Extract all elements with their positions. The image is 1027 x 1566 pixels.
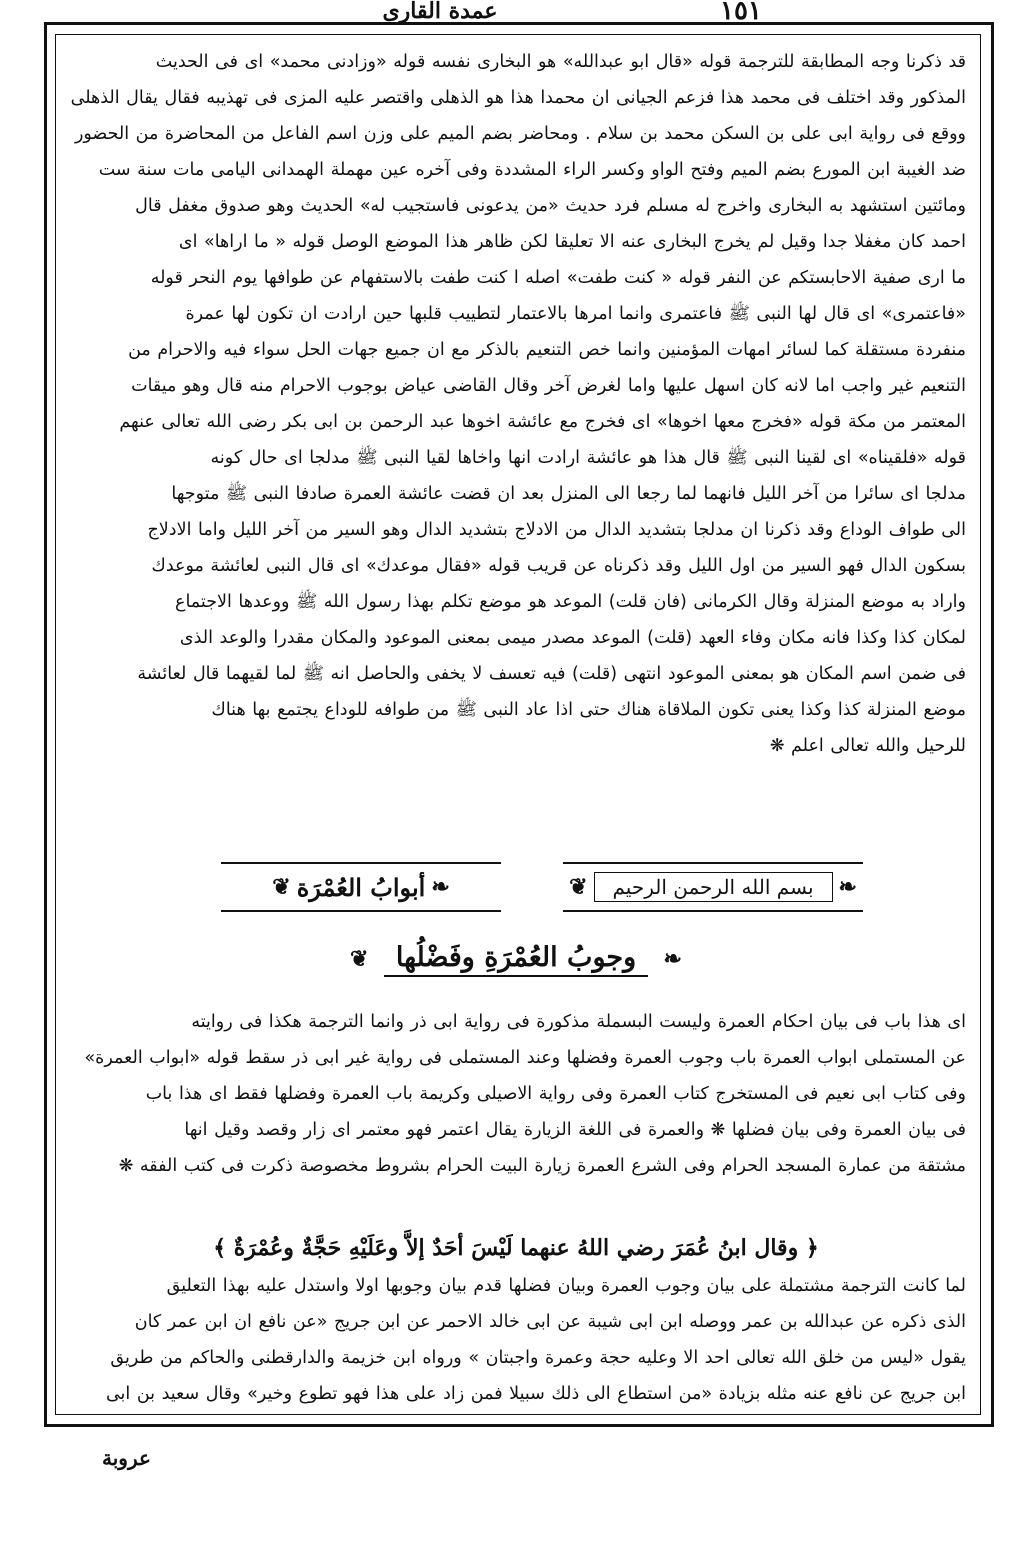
text-line: بسكون الدال فهو السير من اول الليل وقد ذكرناه عن قريب قوله «فقال موعدك» اى قال النبى لعائشة موعدك xyxy=(151,556,966,576)
text-line: مشتقة من عمارة المسجد الحرام وفى الشرع العمرة زيارة البيت الحرام بشروط مخصوصة ذكرت فى كتب الفقه ❋ xyxy=(118,1156,966,1176)
text-line: فى ضمن اسم المكان هو بمعنى الموعود انتهى (قلت) فيه تعسف لا يخفى والحاصل انه ﷺ لما لقيهما قال لعائشة xyxy=(137,664,966,684)
text-line: قد ذكرنا وجه المطابقة للترجمة قوله «قال ابو عبدالله» هو البخارى نفسه قوله «وزادنى محمد» اى فى الحديث xyxy=(155,52,966,72)
book-title: أبوابُ العُمْرَة xyxy=(296,872,426,902)
chapter-heading xyxy=(66,930,966,986)
ornament-icon: ❦ xyxy=(569,874,588,900)
text-line: «فاعتمرى» اى قال لها النبى ﷺ فاعتمرى وانما امرها بالاعتمار لتطييب قلبها حين ارادت ان تكون لها عمرة xyxy=(185,304,966,324)
ornament-icon: ❧ xyxy=(431,874,450,900)
text-line: المعتمر من مكة قوله «فخرج معها اخوها» اى فخرج مع عائشة اخوها عبد الرحمن بن ابى بكر رضى الله تعالى عنهم xyxy=(119,412,966,432)
text-line: فى بيان العمرة وفى بيان فضلها ❋ والعمرة فى اللغة الزيارة يقال اعتمر فهو معتمر اى زار وقصد وقيل انها xyxy=(184,1120,966,1140)
basmala-banner xyxy=(563,862,863,912)
text-line: التنعيم غير واجب اما لانه كان اسهل عليها واما لغرض آخر وقال القاضى عياض بوجوب الاحرام منه قال وهو ميقات xyxy=(131,376,966,396)
commentary-block-2 xyxy=(66,1004,966,1184)
page-number: ١٥١ xyxy=(720,0,762,26)
ornament-icon: ❦ xyxy=(272,874,291,900)
commentary-block-1 xyxy=(66,44,966,764)
ornament-icon: ❧ xyxy=(663,946,682,972)
text-line: احمد كان مغفلا جدا وقيل لم يخرج البخارى عنه الا تعليقا لكن ظاهر هذا الموضع الوصل قوله « ما اراها» اى xyxy=(178,232,966,252)
text-line: وفى كتاب ابى نعيم فى المستخرج كتاب العمرة وفى رواية الاصيلى وكريمة باب العمرة وفضلها فقط اى هذا باب xyxy=(145,1084,966,1104)
basmala-text: بسم الله الرحمن الرحيم xyxy=(594,872,833,902)
text-line: ووقع فى رواية ابى على بن السكن محمد بن سلام . ومحاضر بضم الميم على وزن اسم الفاعل من المحاضرة من الحضور xyxy=(74,124,966,144)
quoted-narration: ﴿ وقال ابنُ عُمَرَ رضي اللهُ عنهما لَيْسَ أحَدٌ إلاَّ وعَلَيْهِ حَجَّةٌ وعُمْرَةٌ ﴾ xyxy=(213,1235,819,1261)
text-line: عن المستملى ابواب العمرة باب وجوب العمرة وفضلها وعند المستملى فى رواية غير ابى ذر سقط قوله «ابواب العمرة» xyxy=(84,1048,966,1068)
section-banners xyxy=(66,862,966,912)
text-line: موضع المنزلة كذا وكذا يعنى تكون الملاقاة هناك حتى اذا عاد النبى ﷺ من طوافه للوداع يجتمع بها هناك xyxy=(211,700,966,720)
text-line: واراد به موضع المنزلة وقال الكرمانى (فان قلت) الموعد هو موضع تكلم بهذا رسول الله ﷺ ووعدها الاجتماع xyxy=(175,592,966,612)
text-line: ومائتين استشهد به البخارى واخرج له مسلم فرد حديث «من يدعونى فاستجيب له» الحديث وهو صدوق مغفل قال xyxy=(135,196,966,216)
text-line: لمكان كذا وكذا فانه مكان وفاء العهد (قلت) الموعد مصدر ميمى بمعنى الموعود والمكان مقدرا والوعد الذى xyxy=(179,628,966,648)
chapter-title: وجوبُ العُمْرَةِ وفَضْلُها xyxy=(384,942,648,977)
text-line: اى هذا باب فى بيان احكام العمرة وليست البسملة مذكورة فى رواية ابى ذر وانما الترجمة هكذا فى روايته xyxy=(191,1012,966,1032)
ornament-icon: ❧ xyxy=(838,874,857,900)
text-line: مدلجا اى سائرا من آخر الليل فانهما لما رجعا الى المنزل بعد ان قضت عائشة العمرة صادفا النبى ﷺ متوجها xyxy=(171,484,966,504)
ornament-icon: ❦ xyxy=(350,946,369,972)
text-line: ضد الغيبة ابن المورع بضم الميم وفتح الواو وكسر الراء المشددة وفى آخره عين مهملة الهمدانى اليامى مات سنة ست xyxy=(98,160,966,180)
text-line: ابن جريج عن نافع عنه مثله بزيادة «من استطاع الى ذلك سبيلا فمن زاد على هذا فهو تطوع وخير» وقال سعيد بن ابى xyxy=(105,1384,966,1404)
text-line: قوله «فلقيناه» اى لقينا النبى ﷺ قال هذا هو عائشة ارادت انها واخاها لقيا النبى ﷺ مدلجا اى حال كونه xyxy=(210,448,966,468)
text-line: الذى ذكره عن عبدالله بن عمر ووصله ابن ابى شيبة عن ابى خالد الاحمر عن ابن جريج «عن نافع ان ابن عمر كان xyxy=(134,1312,966,1332)
text-line: ما ارى صفية الاحابستكم عن النفر قوله « كنت طفت» اصله ا كنت طفت بالاستفهام عن طوافها يوم النحر قوله xyxy=(150,268,966,288)
text-line: منفردة مستقلة كما لسائر امهات المؤمنين وانما خص التنعيم بالذكر مع ان جميع جهات الحل سواء فيه والاحرام من xyxy=(128,340,966,360)
catchword: عروبة xyxy=(102,1446,151,1470)
abwab-banner xyxy=(221,862,501,912)
commentary-block-3 xyxy=(66,1268,966,1412)
text-line: للرحيل والله تعالى اعلم ❋ xyxy=(769,736,966,756)
text-line: يقول «ليس من خلق الله تعالى احد الا وعليه حجة وعمرة واجبتان » ورواه ابن خزيمة والدارقطنى والحاكم من طريق xyxy=(110,1348,966,1368)
running-title: عمدة القارى xyxy=(382,0,498,24)
text-line: المذكور وقد اختلف فى محمد هذا فزعم الجيانى ان محمدا هذا هو الذهلى واقتصر عليه المزى فى تهذيبه فقال يقال الذهلى xyxy=(70,88,966,108)
text-line: الى طواف الوداع وقد ذكرنا ان مدلجا بتشديد الدال من الادلاج بتشديد الدال وهو السير من آخر الليل واما الادلاج xyxy=(147,520,966,540)
text-line: لما كانت الترجمة مشتملة على بيان وجوب العمرة وبيان فضلها قدم بيان وجوبها اولا واستدل عليه بهذا التعليق xyxy=(166,1276,966,1296)
